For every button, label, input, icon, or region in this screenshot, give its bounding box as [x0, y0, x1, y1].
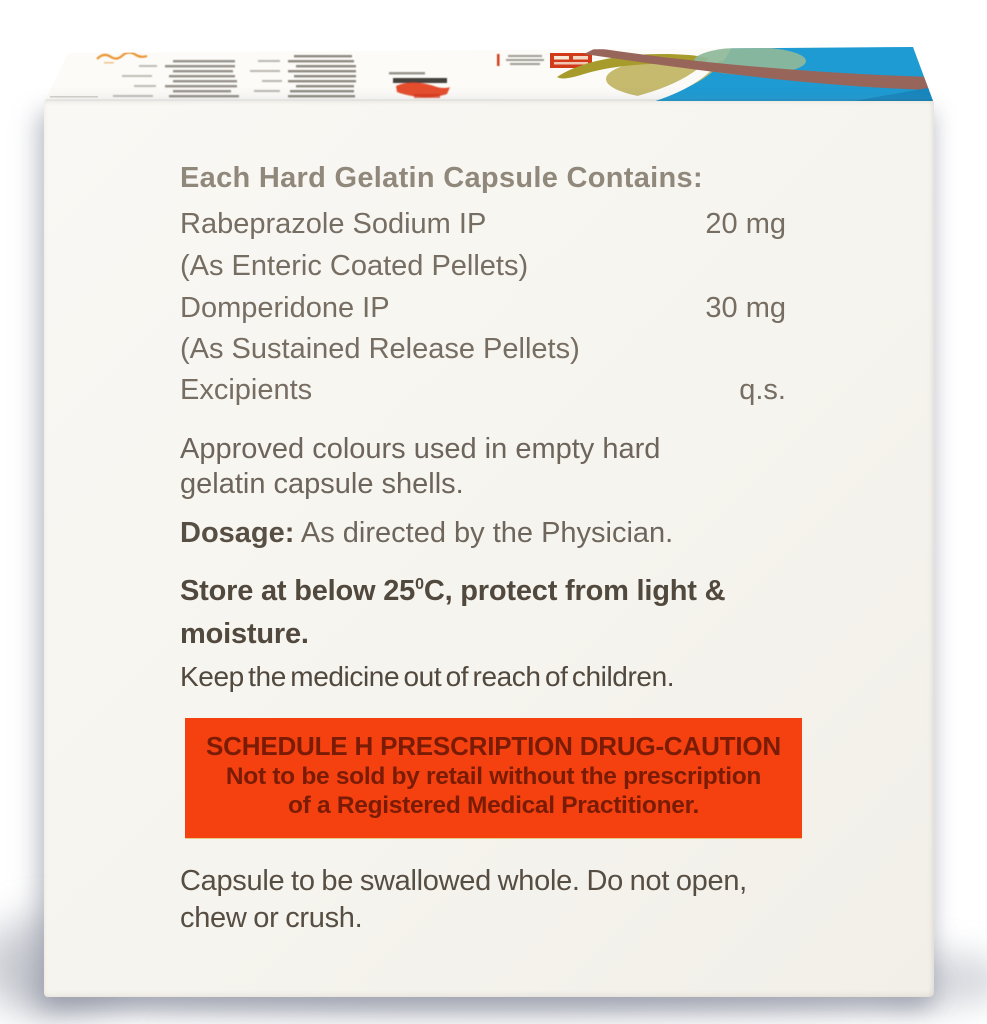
flap-edge-line [50, 96, 98, 98]
flap-microtext-block-b [250, 55, 356, 97]
flap-tiny-text [497, 54, 544, 66]
ingredient-strength: 20 mg [705, 208, 786, 240]
flap-ink-bar [389, 72, 450, 98]
dosage-text: As directed by the Physician. [294, 517, 674, 549]
ingredient-note: (As Sustained Release Pellets) [180, 333, 580, 365]
composition-row [180, 250, 786, 283]
ingredient-name: Excipients [180, 374, 313, 406]
flap-orange-mark [97, 53, 147, 64]
flap-artwork [44, 46, 934, 102]
ingredient-name: Domperidone IP [180, 292, 390, 324]
dosage-line [180, 517, 673, 550]
degree-superscript: 0 [415, 576, 424, 593]
flap-microtext-block-a [113, 60, 239, 97]
composition-row [180, 333, 786, 366]
schedule-warning-box [185, 718, 802, 838]
approved-colours-note: Approved colours used in empty hard gelatin capsule shells. [180, 433, 661, 500]
dosage-label: Dosage: [180, 517, 295, 549]
swallow-whole-note: Capsule to be swallowed whole. Do not open, chew or crush. [180, 865, 747, 934]
box-top-flap [44, 46, 934, 102]
schedule-warning-title: SCHEDULE H PRESCRIPTION DRUG-CAUTION [206, 731, 781, 761]
ingredient-note: (As Enteric Coated Pellets) [180, 250, 529, 282]
composition-header: Each Hard Gelatin Capsule Contains: [180, 162, 703, 194]
schedule-warning-text: Not to be sold by retail without the prescription [225, 763, 762, 790]
ingredient-strength: q.s. [739, 374, 786, 406]
storage-instructions: Store at below $25^0C$, protect from light & moisture. [180, 575, 726, 650]
ingredient-name: Rabeprazole Sodium IP [180, 208, 487, 240]
composition-row [180, 208, 786, 241]
composition-row [180, 292, 786, 325]
ingredient-strength: 30 mg [705, 292, 786, 324]
composition-row [180, 374, 786, 407]
keep-away-note: Keep the medicine out of reach of children. [180, 661, 675, 692]
schedule-warning-text: of a Registered Medical Practitioner. [288, 792, 699, 819]
flap-swirl-artwork [557, 46, 934, 102]
box-front-panel [44, 101, 934, 997]
